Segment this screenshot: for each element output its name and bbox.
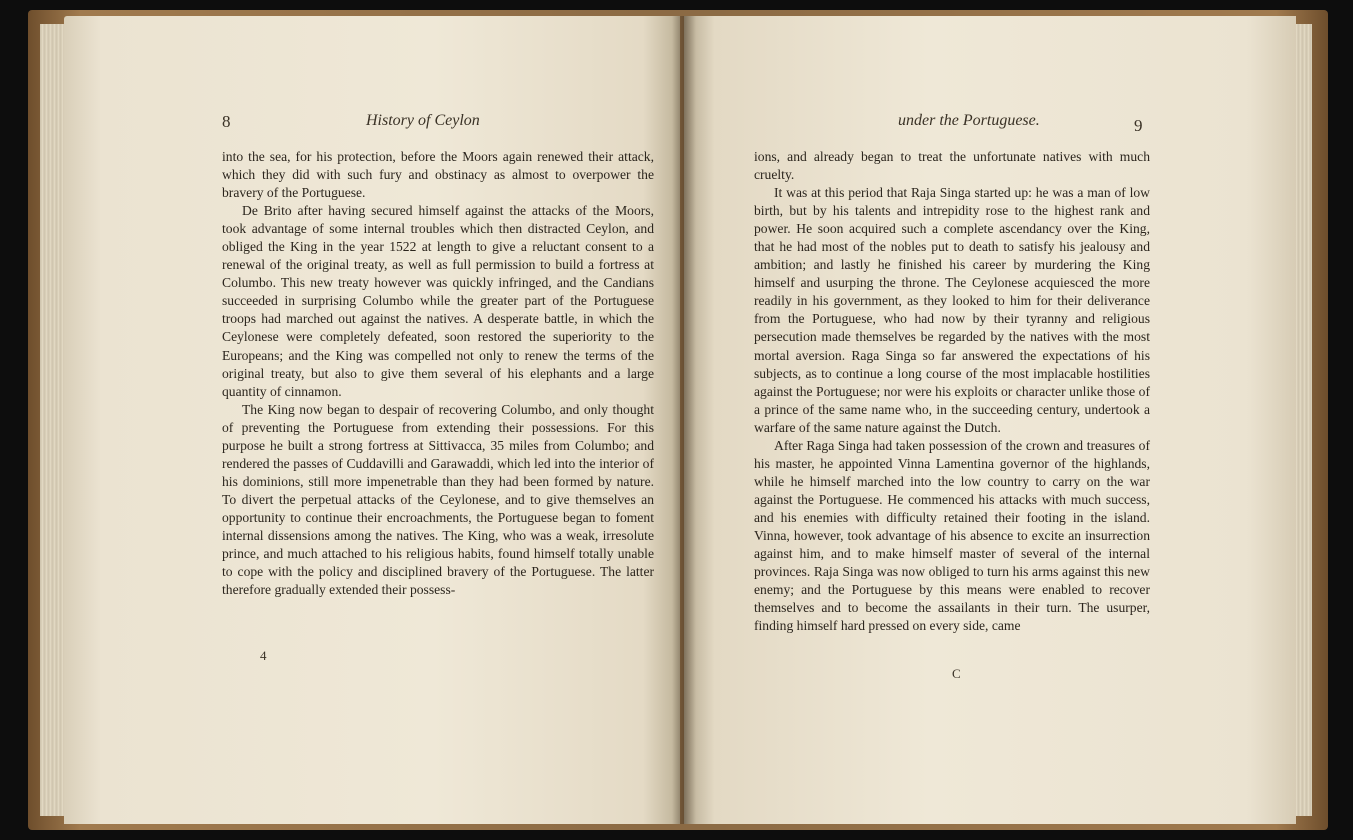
right-page	[684, 16, 1296, 824]
paragraph: After Raga Singa had taken possession of the crown and treasures of his master, he appointed Vinna Lamentina governor of the highlands, while he himself marched into the low country to carry on the war against the Portuguese. He commenced his attacks with much success, and his enemies with difficulty retained their footing in the island. Vinna, however, took advantage of his absence to excite an insurrection against him, and to make himself master of several of the internal provinces. Raja Singa was now obliged to turn his arms against this new enemy; and the Portuguese by this means were enabled to recover themselves and to become the assailants in their turn. The usurper, finding himself hard pressed on every side, came	[754, 437, 1150, 634]
left-page-number: 8	[222, 112, 231, 131]
paragraph: The King now began to despair of recovering Columbo, and only thought of preventing the Portuguese from extending their possessions. For this purpose he built a strong fortress at Sittivacca, 35 miles from Columbo; and rendered the passes of Cuddavilli and Garawaddi, which led into the interior of his dominions, still more impenetrable than they had been formed by nature. To divert the perpetual attacks of the Ceylonese, and to give themselves an opportunity to continue their encroachments, the Portuguese began to foment internal dissensions among the natives. The King, who was a weak, irresolute prince, and much attached to his religious habits, found himself totally unable to cope with the policy and disciplined bravery of the Portuguese. The latter therefore gradually extended their possess-	[222, 401, 654, 598]
right-signature-mark: C	[952, 666, 961, 681]
left-signature-mark: 4	[260, 648, 267, 663]
paragraph: into the sea, for his protection, before the Moors again renewed their attack, which they did with such fury and obstinacy as almost to overpower the bravery of the Portuguese.	[222, 149, 654, 201]
right-running-head: under the Portuguese.	[898, 112, 1040, 129]
right-page-text	[754, 148, 1150, 635]
paragraph: ions, and already began to treat the unfortunate natives with much cruelty.	[754, 149, 1150, 183]
left-running-head: History of Ceylon	[366, 112, 480, 129]
right-page-number: 9	[1134, 116, 1143, 135]
paragraph: De Brito after having secured himself against the attacks of the Moors, took advantage of some internal troubles which then distracted Ceylon, and obliged the King in the year 1522 at length to give a reluctant consent to a renewal of the original treaty, as well as full permission to build a fortress at Columbo. This new treaty however was quickly infringed, and the Candians succeeded in surprising Columbo while the greater part of the Portuguese troops had marched out against the natives. A desperate battle, in which the Ceylonese were completely defeated, soon restored the superiority to the Europeans; and the King was compelled not only to renew the terms of the original treaty, but also to give them several of his elephants and a large quantity of cinnamon.	[222, 203, 654, 399]
paragraph: It was at this period that Raja Singa started up: he was a man of low birth, but by his talents and intrepidity rose to the highest rank and power. He soon acquired such a complete ascendancy over the King, that he had most of the nobles put to death to satisfy his jealousy and ambition; and lastly he finished his career by murdering the King himself and usurping the throne. The Ceylonese acquiesced the more readily in his government, as they looked to him for their deliverance from the Portuguese, who had now by their tyranny and religious persecution made themselves be regarded by the natives with the most mortal aversion. Raga Singa so far answered the expectations of his subjects, as to continue a long course of the most implacable hostilities against the Portuguese; nor were his exploits or character unlike those of a prince of the same name who, in the succeeding century, undertook a warfare of the same nature against the Dutch.	[754, 185, 1150, 435]
left-page	[64, 16, 680, 824]
book-gutter	[672, 16, 696, 824]
left-page-text	[222, 148, 654, 599]
